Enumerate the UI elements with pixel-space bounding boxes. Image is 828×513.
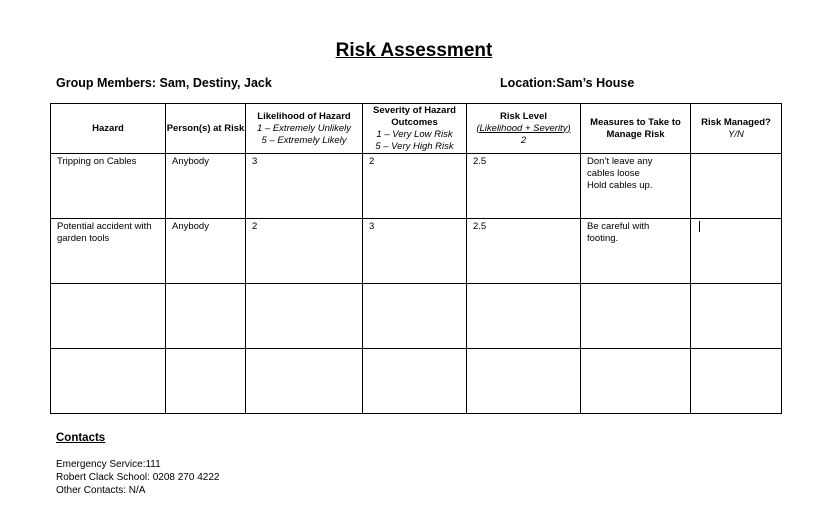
header-measures: Measures to Take to Manage Risk — [581, 104, 691, 154]
cell-hazard[interactable]: Potential accident with garden tools — [51, 219, 166, 284]
header-persons: Person(s) at Risk — [166, 104, 246, 154]
cell-hazard[interactable]: Tripping on Cables — [51, 154, 166, 219]
cell-severity[interactable] — [363, 284, 467, 349]
header-hazard: Hazard — [51, 104, 166, 154]
group-members: Group Members: Sam, Destiny, Jack — [56, 76, 272, 90]
location: Location:Sam’s House — [500, 76, 635, 90]
contact-line: Other Contacts: N/A — [56, 485, 146, 496]
header-likelihood: Likelihood of Hazard 1 – Extremely Unlikely 5 – Extremely Likely — [246, 104, 363, 154]
table-row — [51, 349, 782, 414]
cell-managed[interactable] — [691, 219, 782, 284]
header-row — [51, 104, 782, 154]
document-title: Risk Assessment — [335, 40, 493, 61]
cell-measures[interactable] — [581, 284, 691, 349]
cell-hazard[interactable] — [51, 284, 166, 349]
header-severity: Severity of Hazard Outcomes 1 – Very Low Risk 5 – Very High Risk — [363, 104, 467, 154]
cell-likelihood[interactable] — [246, 349, 363, 414]
cell-persons[interactable] — [166, 284, 246, 349]
table-row — [51, 219, 782, 284]
contact-line: Robert Clack School: 0208 270 4222 — [56, 472, 220, 483]
cell-hazard[interactable] — [51, 349, 166, 414]
contacts-list — [56, 458, 219, 497]
cell-measures[interactable] — [581, 219, 691, 284]
measure-line: footing. — [587, 233, 619, 244]
cell-persons[interactable] — [166, 349, 246, 414]
contacts-heading: Contacts — [56, 432, 106, 444]
cell-likelihood[interactable]: 3 — [246, 154, 363, 219]
risk-table — [50, 103, 782, 414]
cell-measures[interactable] — [581, 349, 691, 414]
cell-managed[interactable] — [691, 154, 782, 219]
cell-likelihood[interactable] — [246, 284, 363, 349]
cursor-caret — [699, 221, 700, 232]
cell-severity[interactable]: 3 — [363, 219, 467, 284]
cell-risk-level[interactable] — [467, 349, 581, 414]
cell-persons[interactable]: Anybody — [166, 154, 246, 219]
cell-severity[interactable] — [363, 349, 467, 414]
measure-line: cables loose — [587, 168, 640, 179]
cell-managed[interactable] — [691, 349, 782, 414]
cell-managed[interactable] — [691, 284, 782, 349]
cell-likelihood[interactable]: 2 — [246, 219, 363, 284]
cell-risk-level[interactable]: 2.5 — [467, 219, 581, 284]
table-row — [51, 154, 782, 219]
cell-persons[interactable]: Anybody — [166, 219, 246, 284]
cell-risk-level[interactable]: 2.5 — [467, 154, 581, 219]
header-risk-level: Risk Level (Likelihood + Severity) 2 — [467, 104, 581, 154]
header-managed: Risk Managed? Y/N — [691, 104, 782, 154]
measure-line: Don’t leave any — [587, 156, 653, 167]
table-row — [51, 284, 782, 349]
contact-line: Emergency Service:111 — [56, 459, 161, 470]
cell-severity[interactable]: 2 — [363, 154, 467, 219]
cell-risk-level[interactable] — [467, 284, 581, 349]
measure-line: Be careful with — [587, 221, 650, 232]
cell-measures[interactable] — [581, 154, 691, 219]
measure-line: Hold cables up. — [587, 180, 653, 191]
